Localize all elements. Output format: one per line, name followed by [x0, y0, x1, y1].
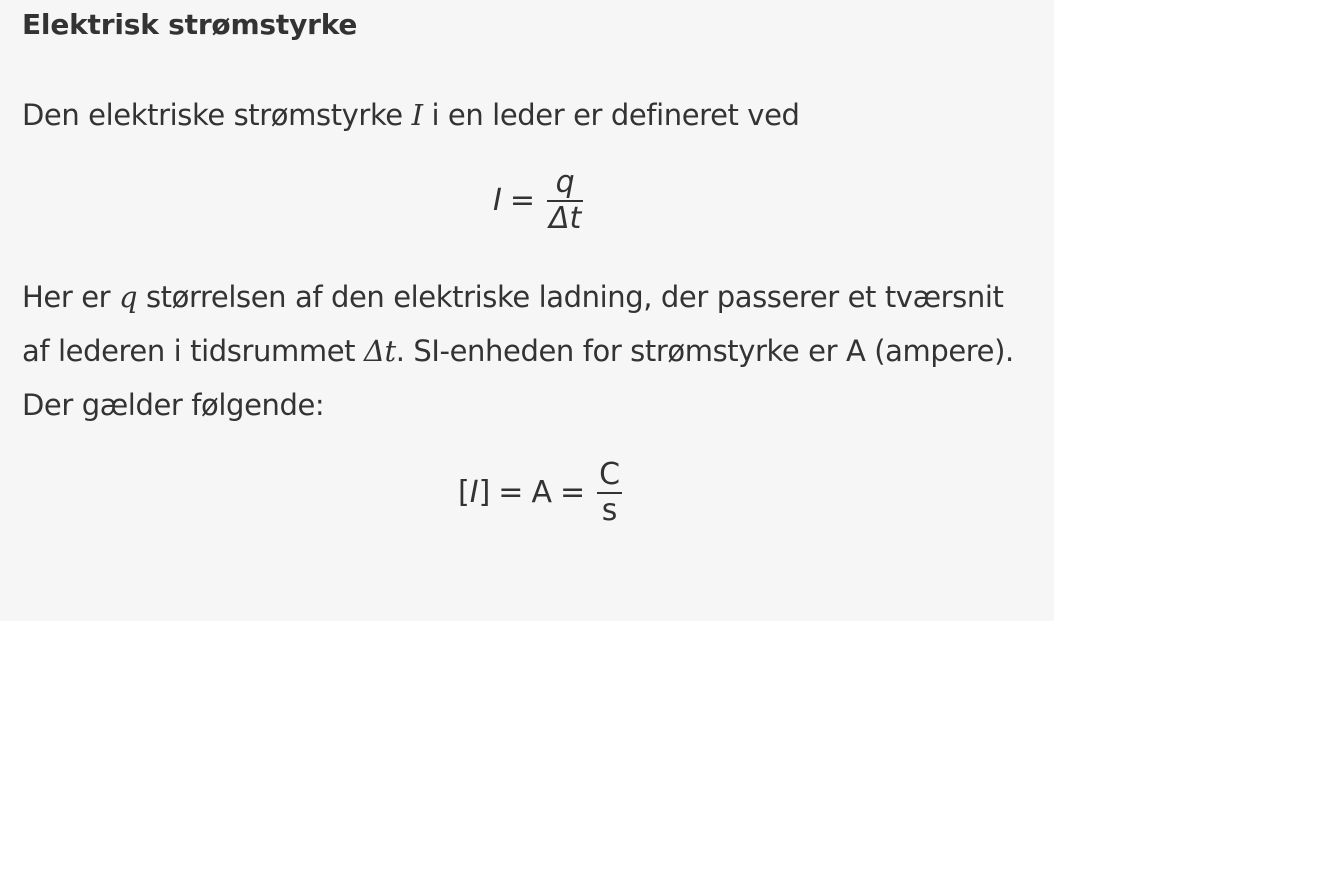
math-symbol-delta-t: Δt	[363, 334, 396, 368]
fraction	[547, 166, 583, 236]
paragraph-text: størrelsen af den elektriske ladning, der passerer et tværsnit af lederen i tidsrummet	[22, 280, 1004, 368]
math-symbol-charge: q	[118, 280, 138, 314]
unit-formula	[458, 458, 626, 528]
fraction-numerator: C	[599, 457, 621, 492]
paragraph-text: Den elektriske strømstyrke	[22, 98, 412, 132]
fraction	[597, 458, 622, 528]
definition-paragraph	[22, 88, 1034, 142]
paragraph-text: . SI-enheden for strømstyrke er A (ampere). Der gælder følgende:	[22, 334, 1014, 422]
formula-lhs: I	[493, 183, 502, 219]
current-formula	[493, 166, 587, 236]
fraction-denominator: s	[601, 492, 618, 528]
equals-sign: =	[559, 475, 586, 511]
section-title: Elektrisk strømstyrke	[22, 8, 358, 41]
paragraph-text: Her er	[22, 280, 119, 314]
math-symbol-current: I	[411, 98, 423, 132]
equals-sign: =	[498, 475, 524, 511]
equals-sign: =	[509, 183, 535, 219]
fraction-denominator: Δt	[549, 200, 582, 236]
paragraph-text: i en leder er defineret ved	[422, 98, 800, 132]
explanation-paragraph	[22, 270, 1034, 432]
formula-lhs: [I]	[458, 475, 491, 511]
unit-ampere: A	[531, 475, 552, 511]
fraction-numerator: q	[555, 165, 575, 200]
